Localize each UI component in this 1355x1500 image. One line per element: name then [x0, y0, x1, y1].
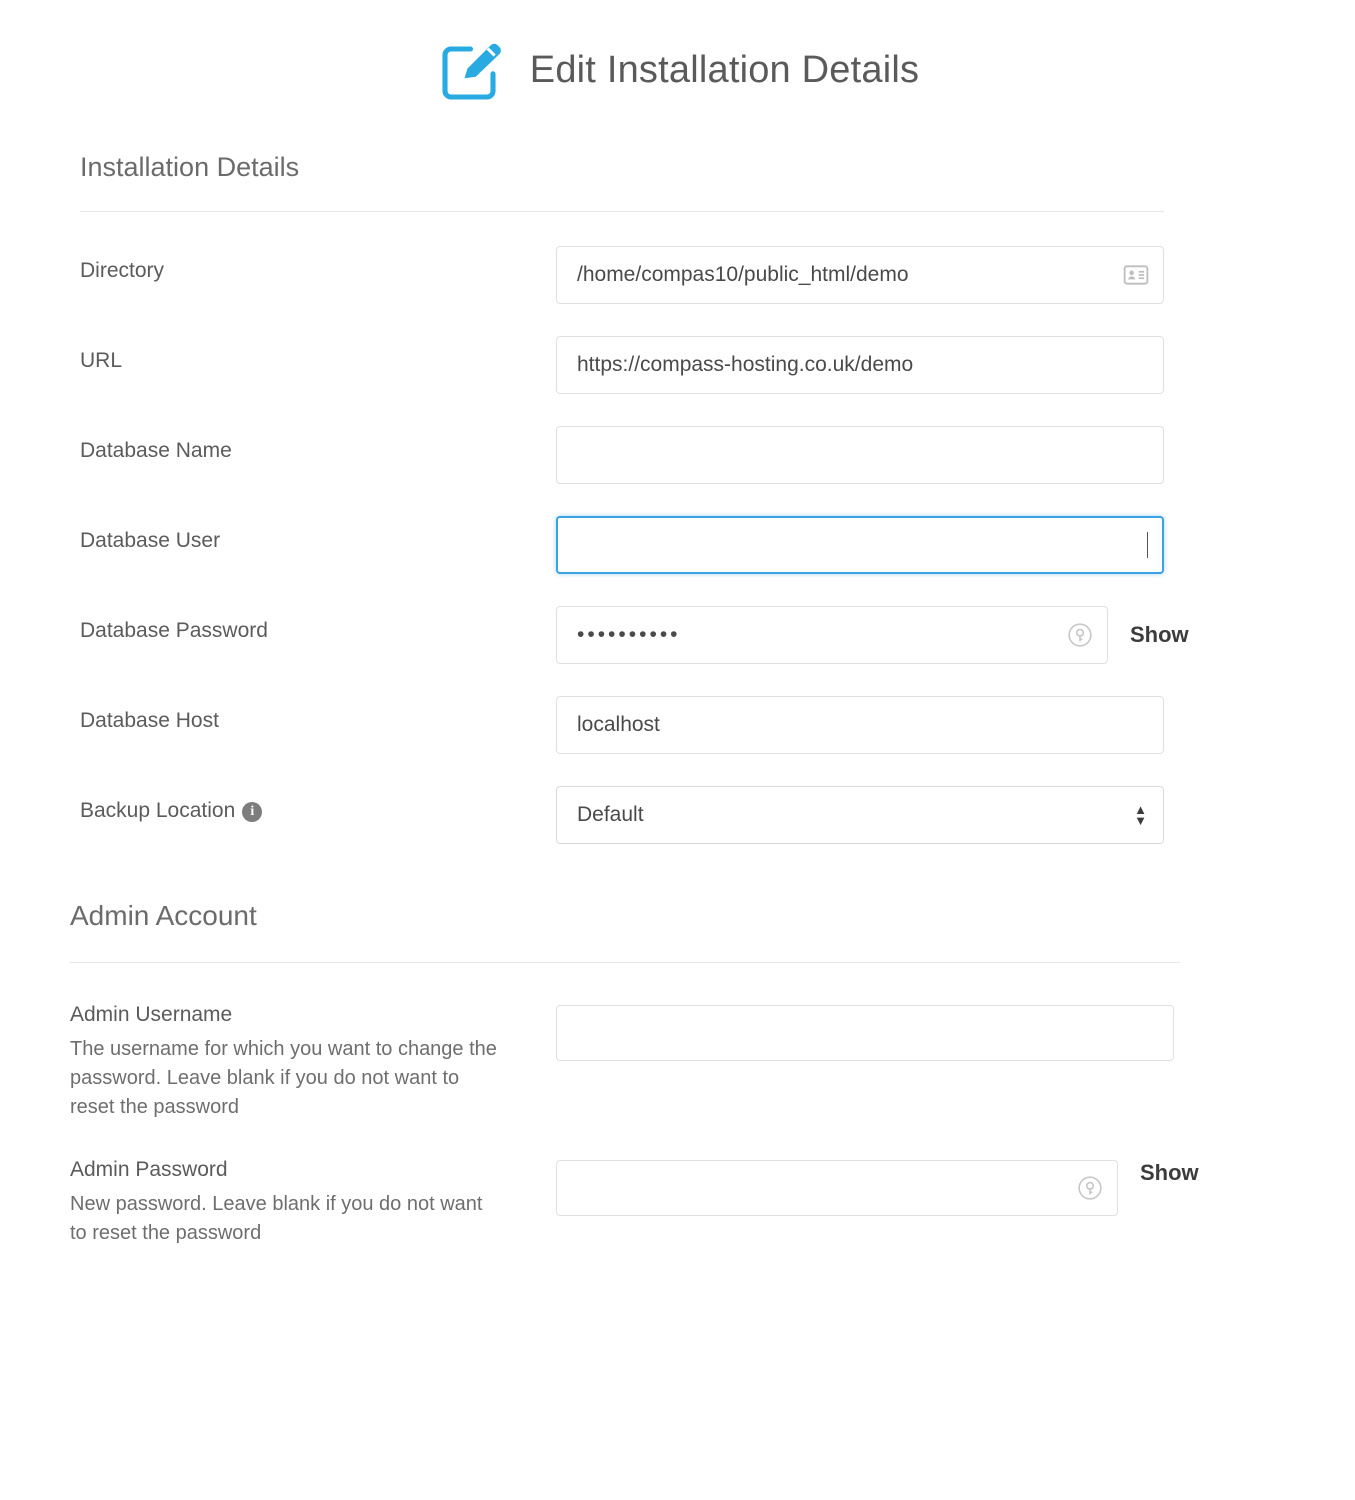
field-row-admin-password [70, 1158, 1285, 1248]
database-user-input[interactable] [556, 516, 1164, 574]
field-col [556, 426, 1275, 484]
admin-account-section [0, 900, 1355, 1248]
field-row-database-name [80, 426, 1275, 484]
field-label-directory: Directory [80, 259, 165, 282]
database-name-input[interactable] [556, 426, 1164, 484]
label-col [80, 696, 556, 734]
field-row-database-host [80, 696, 1275, 754]
field-help-admin-password: New password. Leave blank if you do not want to reset the password [70, 1193, 483, 1244]
field-col [556, 516, 1275, 574]
field-row-admin-username [70, 1003, 1285, 1122]
edit-pencil-square-icon [436, 34, 508, 106]
page-header [0, 34, 1355, 106]
label-col [80, 246, 556, 284]
show-database-password-button[interactable]: Show [1130, 622, 1189, 647]
field-label-backup-location: Backup Location [80, 799, 236, 822]
admin-password-input[interactable] [556, 1160, 1118, 1216]
password-key-icon[interactable] [1077, 1175, 1103, 1201]
database-password-input-value: •••••••••• [577, 623, 681, 646]
text-caret [1147, 532, 1148, 558]
page-title: Edit Installation Details [529, 49, 920, 91]
field-col [556, 246, 1275, 304]
field-col [556, 1003, 1285, 1061]
field-row-backup-location [80, 786, 1275, 844]
field-label-database-user: Database User [80, 529, 221, 552]
field-help-admin-username: The username for which you want to change the password. Leave blank if you do not want to reset the password [70, 1038, 497, 1118]
field-label-admin-username: Admin Username [70, 1003, 233, 1026]
url-input-value: https://compass-hosting.co.uk/demo [577, 353, 914, 376]
label-col [70, 1003, 556, 1122]
directory-input[interactable] [556, 246, 1164, 304]
field-col [556, 1158, 1285, 1216]
field-row-url [80, 336, 1275, 394]
section-heading-installation-details: Installation Details [80, 152, 300, 182]
field-label-url: URL [80, 349, 123, 372]
installation-details-section [0, 152, 1355, 844]
field-row-database-password [80, 606, 1275, 664]
field-col [556, 606, 1275, 664]
backup-location-select[interactable] [556, 786, 1164, 844]
section-heading-admin-account: Admin Account [70, 900, 257, 931]
info-circle-icon[interactable]: i [242, 802, 262, 822]
section-divider [70, 962, 1180, 963]
url-input[interactable] [556, 336, 1164, 394]
field-col [556, 696, 1275, 754]
field-row-directory [80, 246, 1275, 304]
directory-input-value: /home/compas10/public_html/demo [577, 263, 909, 286]
backup-location-selected-value: Default [577, 803, 644, 826]
label-col [80, 426, 556, 464]
database-host-input-value: localhost [577, 713, 660, 736]
section-divider [80, 211, 1164, 212]
password-key-icon[interactable] [1067, 622, 1093, 648]
label-col [80, 516, 556, 554]
label-col [80, 336, 556, 374]
directory-list-icon[interactable] [1123, 262, 1149, 288]
database-password-input[interactable] [556, 606, 1108, 664]
field-label-database-host: Database Host [80, 709, 219, 732]
field-col [556, 786, 1275, 844]
label-col [80, 786, 556, 824]
field-col [556, 336, 1275, 394]
field-row-database-user [80, 516, 1275, 574]
chevron-down-glyph: ▼ [1134, 812, 1147, 828]
label-col [80, 606, 556, 644]
field-label-admin-password: Admin Password [70, 1158, 228, 1181]
database-host-input[interactable] [556, 696, 1164, 754]
field-label-database-name: Database Name [80, 439, 232, 462]
admin-username-input[interactable] [556, 1005, 1174, 1061]
field-label-database-password: Database Password [80, 619, 268, 642]
show-admin-password-button[interactable]: Show [1140, 1160, 1199, 1185]
label-col [70, 1158, 556, 1248]
chevron-updown-icon[interactable] [1134, 801, 1147, 828]
chevron-up-glyph: ▲ [1134, 801, 1147, 817]
